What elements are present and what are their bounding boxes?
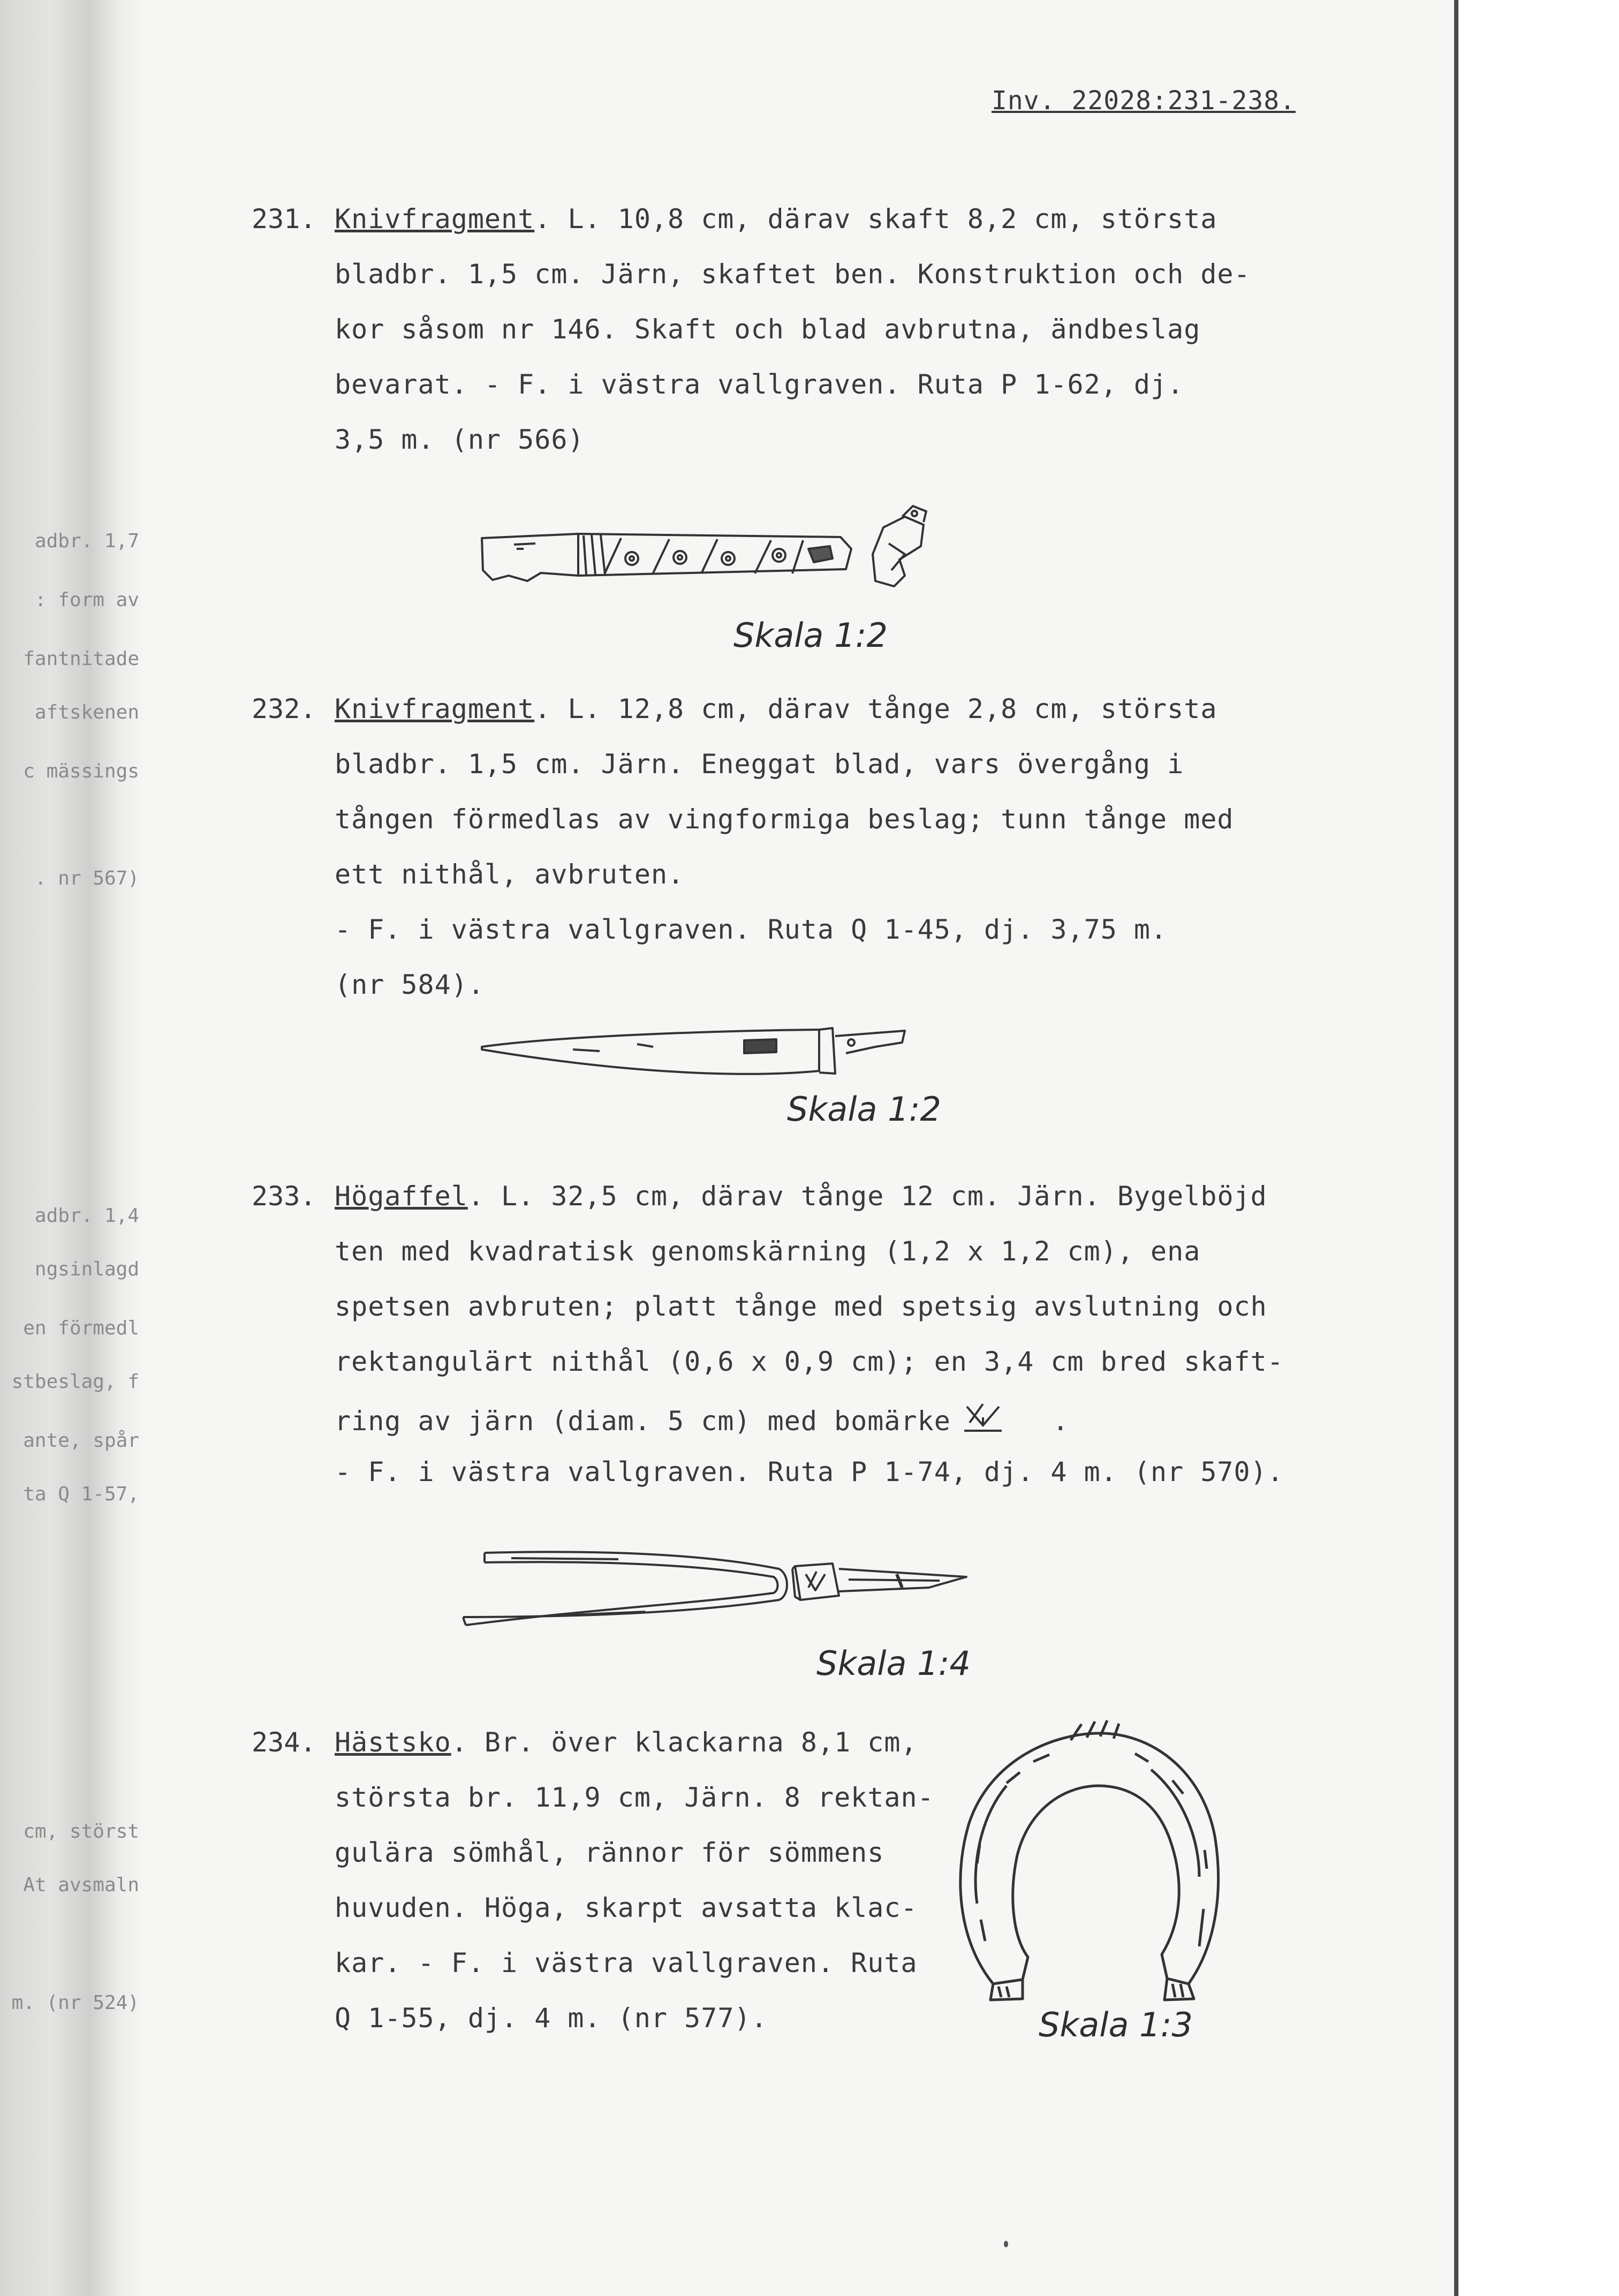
bleed-line: ngsinlagd [34, 1258, 139, 1280]
entry-232-line-1 [335, 693, 1217, 724]
bleed-line: fantnitade [23, 648, 139, 670]
bleed-line: . nr 567) [34, 867, 139, 889]
inventory-header: Inv. 22028:231-238. [992, 86, 1296, 116]
house-mark-icon [962, 1401, 1004, 1433]
page-edge-line [1454, 0, 1458, 2296]
entry-number-232: 232. [252, 693, 316, 724]
entry-231-line-5: 3,5 m. (nr 566) [335, 424, 585, 455]
entry-233-line-5-text: ring av järn (diam. 5 cm) med bomärke [335, 1406, 951, 1437]
entry-233-title: Högaffel [335, 1181, 468, 1212]
scale-label-234: Skala 1:3 [1039, 2005, 1193, 2044]
entry-232-line-1-rest: . L. 12,8 cm, därav tånge 2,8 cm, största [534, 693, 1217, 724]
knife-blade-drawing [476, 1020, 926, 1090]
scale-label-233: Skala 1:4 [816, 1644, 971, 1683]
bleed-line: adbr. 1,7 [34, 530, 139, 552]
entry-231-title: Knivfragment [335, 203, 535, 235]
bleed-line: cm, störst [23, 1821, 139, 1842]
bleed-line: aftskenen [34, 701, 139, 723]
knife-fragment-drawing [476, 495, 937, 602]
entry-number-231: 231. [252, 203, 316, 235]
scan-speck [1004, 2241, 1008, 2247]
scale-label-232: Skala 1:2 [787, 1090, 941, 1129]
entry-232-line-2: bladbr. 1,5 cm. Järn. Eneggat blad, vars övergång i [335, 749, 1184, 780]
entry-232-line-5: - F. i västra vallgraven. Ruta Q 1-45, dj. 3,75 m. [335, 914, 1168, 945]
scale-label-231: Skala 1:2 [733, 616, 888, 655]
entry-231-line-1 [335, 203, 1217, 235]
bleed-line: en förmedl [23, 1317, 139, 1339]
bleed-line: adbr. 1,4 [34, 1205, 139, 1227]
entry-234-line-6: Q 1-55, dj. 4 m. (nr 577). [335, 2003, 768, 2034]
entry-233-line-1-rest: . L. 32,5 cm, därav tånge 12 cm. Järn. Bygelböjd [467, 1181, 1267, 1212]
bleed-line: c mässings [23, 760, 139, 782]
entry-232-title: Knivfragment [335, 693, 535, 724]
bleed-line: ante, spår [23, 1430, 139, 1452]
entry-231-line-2: bladbr. 1,5 cm. Järn, skaftet ben. Konstruktion och de- [335, 259, 1251, 290]
entry-232-line-6: (nr 584). [335, 969, 485, 1000]
entry-234-line-1 [335, 1727, 918, 1758]
bleed-line: : form av [34, 589, 139, 611]
bleed-line: ta Q 1-57, [23, 1483, 139, 1505]
entry-number-234: 234. [252, 1727, 316, 1758]
bleed-line: At avsmaln [23, 1874, 139, 1896]
entry-234-line-5: kar. - F. i västra vallgraven. Ruta [335, 1947, 918, 1978]
entry-234-line-1-rest: . Br. över klackarna 8,1 cm, [451, 1727, 918, 1758]
bleed-line: m. (nr 524) [11, 1992, 139, 2014]
entry-231-line-4: bevarat. - F. i västra vallgraven. Ruta P 1-62, dj. [335, 369, 1184, 400]
entry-234-title: Hästsko [335, 1727, 451, 1758]
entry-233-line-2: ten med kvadratisk genomskärning (1,2 x 1,2 cm), ena [335, 1236, 1201, 1267]
page-gutter-shadow [0, 0, 145, 2296]
entry-232-line-3: tången förmedlas av vingformiga beslag; tunn tånge med [335, 804, 1234, 835]
entry-number-233: 233. [252, 1181, 316, 1212]
page-margin-right [1458, 0, 1619, 2296]
entry-231-line-1-rest: . L. 10,8 cm, därav skaft 8,2 cm, största [534, 203, 1217, 235]
entry-234-line-3: gulära sömhål, rännor för sömmens [335, 1837, 884, 1868]
pitchfork-drawing [458, 1537, 982, 1660]
entry-234-line-4: huvuden. Höga, skarpt avsatta klac- [335, 1892, 918, 1923]
horseshoe-drawing [948, 1716, 1237, 2005]
entry-232-line-4: ett nithål, avbruten. [335, 859, 685, 890]
entry-233-line-3: spetsen avbruten; platt tånge med spetsig avslutning och [335, 1291, 1267, 1322]
entry-233-line-6: - F. i västra vallgraven. Ruta P 1-74, dj. 4 m. (nr 570). [335, 1456, 1284, 1487]
entry-233-line-5: ring av järn (diam. 5 cm) med bomärke . [335, 1401, 1069, 1437]
entry-233-line-1 [335, 1181, 1267, 1212]
bleed-line: stbeslag, f [11, 1371, 139, 1393]
entry-234-line-2: största br. 11,9 cm, Järn. 8 rektan- [335, 1782, 934, 1813]
entry-233-line-4: rektangulärt nithål (0,6 x 0,9 cm); en 3,4 cm bred skaft- [335, 1346, 1284, 1377]
entry-231-line-3: kor såsom nr 146. Skaft och blad avbrutna, ändbeslag [335, 314, 1201, 345]
